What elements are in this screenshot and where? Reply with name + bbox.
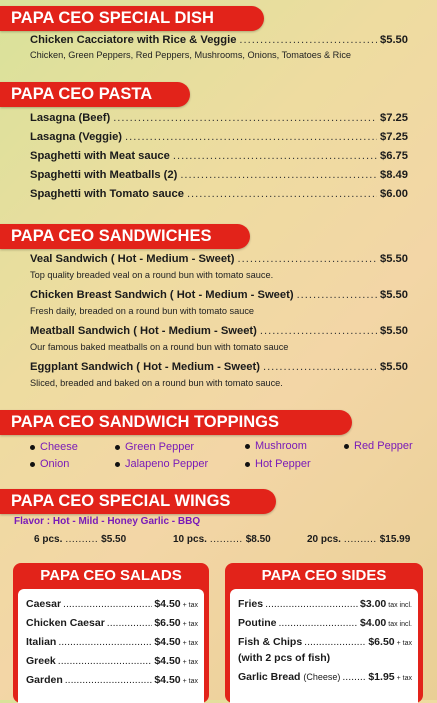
- item-variant: (Cheese): [303, 672, 341, 682]
- item-price: $5.50: [380, 325, 408, 337]
- item-name: Lasagna (Beef): [30, 112, 111, 124]
- leader-dots: [180, 169, 377, 181]
- leader-dots: ..........: [343, 534, 377, 545]
- bullet-icon: [30, 445, 35, 450]
- side-item: [238, 598, 412, 610]
- menu-item-sandwich: [30, 253, 408, 265]
- salads-list: [18, 589, 204, 703]
- wing-price: $8.50: [245, 534, 271, 545]
- item-description: Our famous baked meatballs on a round bun with tomato sauce: [30, 342, 289, 352]
- topping-label: Green Pepper: [125, 441, 195, 453]
- topping-item: [115, 441, 194, 453]
- item-price: $6.50: [154, 617, 181, 629]
- bullet-icon: [30, 462, 35, 467]
- section-header-sides: PAPA CEO SIDES: [261, 567, 387, 584]
- item-price: $4.00: [359, 617, 387, 629]
- wing-price: $5.50: [101, 534, 127, 545]
- item-name: Spaghetti with Meat sauce: [30, 150, 170, 162]
- item-price: $4.50: [154, 674, 181, 686]
- item-name: Fries: [238, 598, 264, 610]
- section-header-pasta: PAPA CEO PASTA: [0, 82, 190, 107]
- item-name: Spaghetti with Tomato sauce: [30, 188, 184, 200]
- item-name: Caesar: [26, 598, 62, 610]
- leader-dots: [304, 636, 366, 648]
- item-price: $7.25: [380, 131, 408, 143]
- menu-item-pasta: [30, 131, 408, 143]
- leader-dots: [265, 598, 358, 610]
- item-price: $5.50: [380, 253, 408, 265]
- leader-dots: [260, 325, 377, 337]
- item-description: Fresh daily, breaded on a round bun with tomato sauce: [30, 306, 255, 316]
- leader-dots: [263, 361, 377, 373]
- menu-item-pasta: [30, 112, 408, 124]
- item-name: Chicken Breast Sandwich ( Hot - Medium - Sweet): [30, 289, 294, 301]
- menu-item-pasta: [30, 188, 408, 200]
- topping-label: Mushroom: [255, 440, 307, 452]
- leader-dots: [187, 188, 377, 200]
- item-name: Chicken Cacciatore with Rice & Veggie: [30, 34, 237, 46]
- tax-note: + tax: [396, 640, 412, 647]
- tax-note: + tax: [396, 675, 412, 682]
- topping-item: [30, 441, 78, 453]
- topping-label: Onion: [40, 458, 70, 470]
- section-header-sandwiches: PAPA CEO SANDWICHES: [0, 224, 250, 249]
- item-price: $6.50: [368, 636, 395, 648]
- tax-note: + tax: [182, 602, 198, 609]
- topping-item: [245, 458, 311, 470]
- menu-item-pasta: [30, 169, 408, 181]
- bullet-icon: [115, 445, 120, 450]
- wing-pcs: 20 pcs.: [307, 534, 341, 545]
- wings-flavor: Flavor : Hot - Mild - Honey Garlic - BBQ: [14, 516, 201, 527]
- topping-label: Cheese: [40, 441, 78, 453]
- item-name: Garden: [26, 674, 63, 686]
- section-header-salads: PAPA CEO SALADS: [40, 567, 182, 584]
- tax-note: + tax: [182, 621, 198, 628]
- tax-note: + tax: [182, 659, 198, 666]
- item-price: $5.50: [380, 361, 408, 373]
- tax-note: + tax: [182, 678, 198, 685]
- salad-item: [26, 655, 198, 667]
- topping-label: Jalapeno Pepper: [125, 458, 209, 470]
- leader-dots: [63, 598, 152, 610]
- bullet-icon: [245, 444, 250, 449]
- bullet-icon: [245, 462, 250, 467]
- topping-item: [245, 440, 307, 452]
- topping-label: Hot Pepper: [255, 458, 311, 470]
- leader-dots: [238, 253, 377, 265]
- topping-label: Red Pepper: [354, 440, 413, 452]
- bullet-icon: [344, 444, 349, 449]
- menu-item-sandwich: [30, 325, 408, 337]
- wing-size-option: [307, 534, 410, 545]
- sides-box: [225, 563, 423, 703]
- sides-list: [230, 589, 418, 703]
- item-name: Eggplant Sandwich ( Hot - Medium - Sweet): [30, 361, 260, 373]
- item-price: $5.50: [380, 34, 408, 46]
- leader-dots: [239, 34, 377, 46]
- item-name: Meatball Sandwich ( Hot - Medium - Sweet): [30, 325, 257, 337]
- salads-box: [13, 563, 209, 703]
- item-name: Italian: [26, 636, 57, 648]
- leader-dots: [113, 112, 377, 124]
- leader-dots: ..........: [65, 534, 99, 545]
- wing-price: $15.99: [379, 534, 411, 545]
- item-name: Greek: [26, 655, 56, 667]
- item-price: $4.50: [154, 598, 181, 610]
- menu-item-sandwich: [30, 289, 408, 301]
- side-item: [238, 636, 412, 648]
- item-price: $1.95: [368, 671, 395, 683]
- leader-dots: ..........: [209, 534, 243, 545]
- side-item-subnote: (with 2 pcs of fish): [238, 652, 331, 664]
- item-price: $6.75: [380, 150, 408, 162]
- wing-pcs: 10 pcs.: [173, 534, 207, 545]
- tax-note: tax incl.: [388, 602, 412, 609]
- item-name: Spaghetti with Meatballs (2): [30, 169, 178, 181]
- section-header-toppings: PAPA CEO SANDWICH TOPPINGS: [0, 410, 352, 435]
- item-price: $6.00: [380, 188, 408, 200]
- item-name: Chicken Caesar: [26, 617, 105, 629]
- menu-item-pasta: [30, 150, 408, 162]
- side-item: [238, 671, 412, 683]
- item-price: $5.50: [380, 289, 408, 301]
- menu-item-sandwich: [30, 361, 408, 373]
- menu-item-chicken-cacciatore: [30, 34, 408, 46]
- leader-dots: [107, 617, 153, 629]
- tax-note: tax incl.: [388, 621, 412, 628]
- item-description: Chicken, Green Peppers, Red Peppers, Mushrooms, Onions, Tomatoes & Rice: [30, 50, 352, 60]
- leader-dots: [65, 674, 153, 686]
- salad-item: [26, 598, 198, 610]
- item-price: $4.50: [154, 636, 181, 648]
- item-name: Veal Sandwich ( Hot - Medium - Sweet): [30, 253, 235, 265]
- item-price: $3.00: [359, 598, 387, 610]
- leader-dots: [58, 655, 153, 667]
- item-description: Top quality breaded veal on a round bun with tomato sauce.: [30, 270, 274, 280]
- topping-item: [344, 440, 413, 452]
- wing-size-option: [34, 534, 126, 545]
- section-header-wings: PAPA CEO SPECIAL WINGS: [0, 489, 276, 514]
- bullet-icon: [115, 462, 120, 467]
- side-item: [238, 617, 412, 629]
- tax-note: + tax: [182, 640, 198, 647]
- leader-dots: [173, 150, 377, 162]
- topping-item: [115, 458, 208, 470]
- leader-dots: [279, 617, 358, 629]
- wing-size-option: [173, 534, 271, 545]
- leader-dots: [342, 671, 366, 683]
- wing-pcs: 6 pcs.: [34, 534, 63, 545]
- salad-item: [26, 674, 198, 686]
- item-price: $8.49: [380, 169, 408, 181]
- item-price: $4.50: [154, 655, 181, 667]
- item-name: Fish & Chips: [238, 636, 303, 648]
- salad-item: [26, 636, 198, 648]
- leader-dots: [297, 289, 377, 301]
- item-name: Lasagna (Veggie): [30, 131, 123, 143]
- leader-dots: [58, 636, 152, 648]
- item-price: $7.25: [380, 112, 408, 124]
- salad-item: [26, 617, 198, 629]
- item-description: Sliced, breaded and baked on a round bun with tomato sauce.: [30, 378, 283, 388]
- item-name: Poutine: [238, 617, 277, 629]
- section-header-special-dish: PAPA CEO SPECIAL DISH: [0, 6, 264, 31]
- leader-dots: [125, 131, 377, 143]
- topping-item: [30, 458, 69, 470]
- item-name: Garlic Bread: [238, 671, 301, 683]
